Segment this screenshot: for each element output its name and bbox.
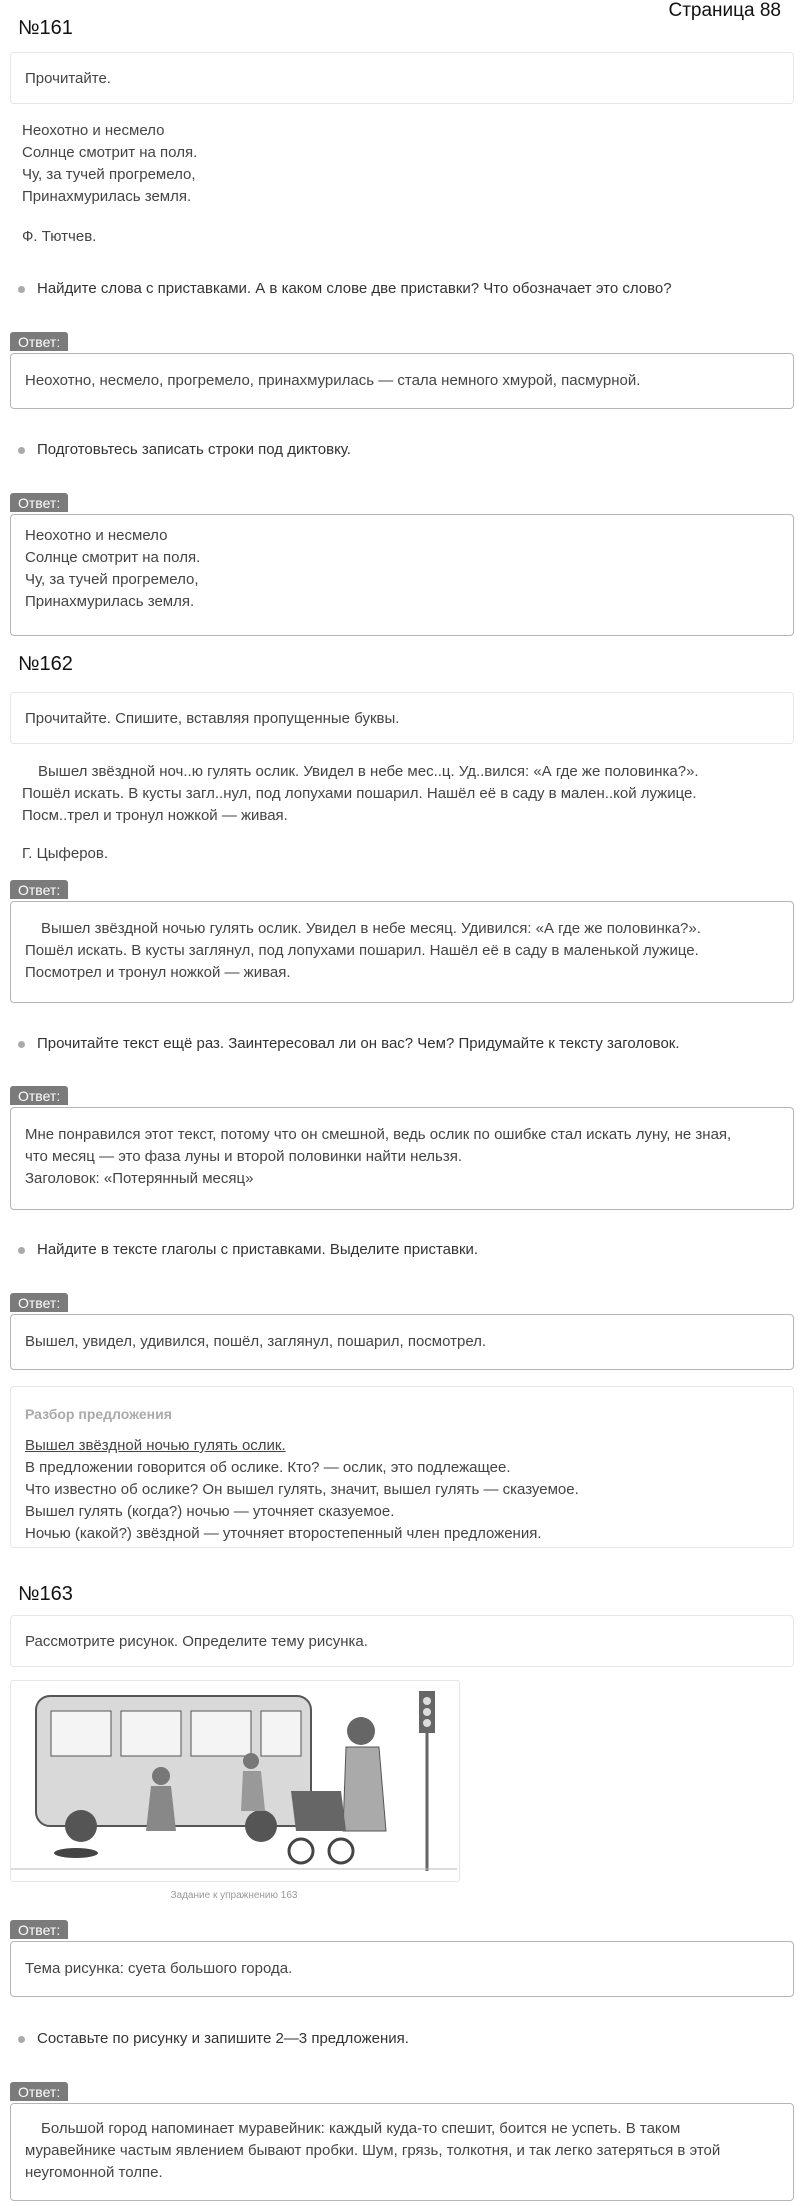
bullet-icon xyxy=(18,1041,25,1048)
answer-line: Чу, за тучей прогремело, xyxy=(25,571,199,588)
answer-label: Ответ: xyxy=(10,1086,68,1105)
page-number: Страница 88 xyxy=(668,0,781,21)
answer-label: Ответ: xyxy=(10,1920,68,1939)
bullet-icon xyxy=(18,1247,25,1254)
exercise-illustration xyxy=(10,1680,460,1882)
answer-text: Тема рисунка: суета большого города. xyxy=(25,1960,293,1977)
poem xyxy=(22,120,197,208)
answer-label: Ответ: xyxy=(10,2082,68,2101)
task-161-1 xyxy=(18,280,672,297)
answer-line: Заголовок: «Потерянный месяц» xyxy=(25,1170,254,1187)
analysis-line: Вышел гулять (когда?) ночью — уточняет сказуемое. xyxy=(25,1503,395,1520)
answer-161-1 xyxy=(10,353,794,409)
answer-line: Посмотрел и тронул ножкой — живая. xyxy=(25,964,291,981)
task-text: Найдите в тексте глаголы с приставками. Выделите приставки. xyxy=(37,1241,479,1258)
answer-line: Вышел звёздной ночью гулять ослик. Увидел в небе месяц. Удивился: «А где же половинка?». xyxy=(41,920,701,937)
analysis-title: Разбор предложения xyxy=(25,1406,172,1422)
story-line: Пошёл искать. В кусты загл..нул, под лопухами пошарил. Нашёл её в саду в мален..кой лужице. xyxy=(22,785,697,802)
analysis-line: Ночью (какой?) звёздной — уточняет второстепенный член предложения. xyxy=(25,1525,542,1542)
instruction-card-161 xyxy=(10,52,794,104)
task-text: Подготовьтесь записать строки под диктовку. xyxy=(37,441,351,458)
poem-line: Принахмурилась земля. xyxy=(22,188,192,205)
answer-line: Неохотно и несмело xyxy=(25,527,168,544)
task-161-2 xyxy=(18,441,351,458)
task-text: Найдите слова с приставками. А в каком слове две приставки? Что обозначает это слово? xyxy=(37,280,672,297)
task-text: Прочитайте текст ещё раз. Заинтересовал ли он вас? Чем? Придумайте к тексту заголовок. xyxy=(37,1035,680,1052)
answer-163-2 xyxy=(10,2103,794,2201)
instruction-text: Рассмотрите рисунок. Определите тему рисунка. xyxy=(25,1633,368,1650)
analysis-line: Что известно об ослике? Он вышел гулять, значит, вышел гулять — сказуемое. xyxy=(25,1481,579,1498)
answer-163-1 xyxy=(10,1941,794,1997)
task-162-2 xyxy=(18,1035,680,1052)
analysis-sentence: Вышел звёздной ночью гулять ослик. xyxy=(25,1437,286,1454)
answer-161-2 xyxy=(10,514,794,636)
bullet-icon xyxy=(18,447,25,454)
answer-line: муравейнике частым явлением бывают пробки. Шум, грязь, толкотня, и так легко затеряться в этой xyxy=(25,2142,721,2159)
city-scene-illustration xyxy=(11,1681,457,1879)
task-text: Составьте по рисунку и запишите 2—3 предложения. xyxy=(37,2030,409,2047)
illustration-caption: Задание к упражнению 163 xyxy=(170,1890,298,1901)
story-line: Вышел звёздной ноч..ю гулять ослик. Увидел в небе мес..ц. Уд..вился: «А где же половинка?». xyxy=(38,763,699,780)
answer-162-3 xyxy=(10,1314,794,1370)
exercise-number-163: №163 xyxy=(18,1583,73,1605)
answer-line: Мне понравился этот текст, потому что он смешной, ведь ослик по ошибке стал искать луну, не зная, xyxy=(25,1126,732,1143)
poem-line: Неохотно и несмело xyxy=(22,122,165,139)
answer-162-2 xyxy=(10,1107,794,1210)
instruction-card-163 xyxy=(10,1615,794,1667)
answer-line: Большой город напоминает муравейник: каждый куда-то спешит, боится не успеть. В таком xyxy=(41,2120,681,2137)
poem-line: Чу, за тучей прогремело, xyxy=(22,166,196,183)
answer-label: Ответ: xyxy=(10,1293,68,1312)
story-line: Посм..трел и тронул ножкой — живая. xyxy=(22,807,288,824)
answer-line: Солнце смотрит на поля. xyxy=(25,549,201,566)
answer-label: Ответ: xyxy=(10,493,68,512)
sentence-analysis xyxy=(10,1386,794,1548)
bullet-icon xyxy=(18,2036,25,2043)
exercise-number-162: №162 xyxy=(18,653,73,675)
task-163-2 xyxy=(18,2030,409,2047)
answer-line: Принахмурилась земля. xyxy=(25,593,195,610)
instruction-card-162 xyxy=(10,692,794,744)
answer-line: что месяц — это фаза луны и второй половинки найти нельзя. xyxy=(25,1148,463,1165)
instruction-text: Прочитайте. xyxy=(25,70,111,87)
answer-line: неугомонной толпе. xyxy=(25,2164,163,2181)
answer-text: Неохотно, несмело, прогремело, принахмурилась — стала немного хмурой, пасмурной. xyxy=(25,372,641,389)
answer-label: Ответ: xyxy=(10,880,68,899)
answer-text: Вышел, увидел, удивился, пошёл, заглянул, пошарил, посмотрел. xyxy=(25,1333,487,1350)
exercise-number-161: №161 xyxy=(18,17,73,39)
story-text xyxy=(22,761,699,827)
bullet-icon xyxy=(18,286,25,293)
answer-line: Пошёл искать. В кусты заглянул, под лопухами пошарил. Нашёл её в саду в маленькой лужице. xyxy=(25,942,699,959)
poem-line: Солнце смотрит на поля. xyxy=(22,144,198,161)
answer-label: Ответ: xyxy=(10,332,68,351)
answer-162-1 xyxy=(10,901,794,1003)
analysis-line: В предложении говорится об ослике. Кто? — ослик, это подлежащее. xyxy=(25,1459,511,1476)
poem-author: Ф. Тютчев. xyxy=(22,228,97,245)
instruction-text: Прочитайте. Спишите, вставляя пропущенные буквы. xyxy=(25,710,400,727)
task-162-3 xyxy=(18,1241,478,1258)
story-author: Г. Цыферов. xyxy=(22,845,109,862)
